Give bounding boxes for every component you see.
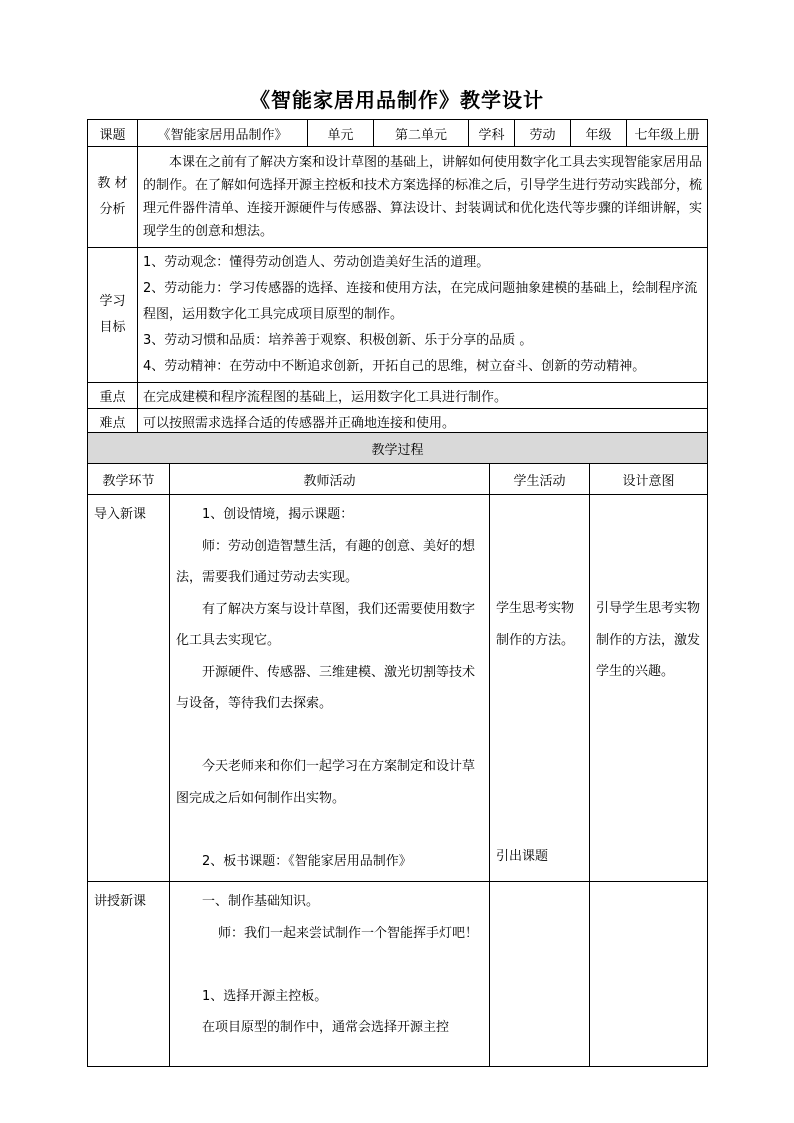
intro-teacher-line: 师：劳动创造智慧生活，有趣的创意、美好的想法，需要我们通过劳动去实现。 bbox=[176, 538, 476, 585]
lesson-info-table bbox=[87, 119, 708, 435]
goal-item: 3、劳动习惯和品质：培养善于观察、积极创新、乐于分享的品质 。 bbox=[143, 333, 533, 348]
intro-student-text-2: 引出课题 bbox=[496, 849, 549, 864]
header-intent: 设计意图 bbox=[590, 464, 708, 495]
analysis-row bbox=[88, 147, 708, 248]
header-student: 学生活动 bbox=[490, 464, 590, 495]
intro-design-intent bbox=[590, 495, 708, 882]
subject-value: 劳动 bbox=[515, 120, 571, 147]
difficulty-row bbox=[88, 409, 708, 435]
grade-value: 七年级上册 bbox=[627, 120, 708, 147]
lecture-teacher-line: 师：我们一起来尝试制作一个智能挥手灯吧！ bbox=[218, 925, 479, 941]
document-title: 《智能家居用品制作》教学设计 bbox=[250, 88, 544, 112]
goals-label: 学习 目标 bbox=[88, 248, 138, 383]
topic-value: 《智能家居用品制作》 bbox=[138, 120, 308, 147]
goal-item: 2、劳动能力：学习传感器的选择、连接和使用方法，在完成问题抽象建模的基础上，绘制程序流程图，运用数字化工具完成项目原型的制作。 bbox=[143, 281, 698, 322]
intro-teacher-line: 1、创设情境，揭示课题： bbox=[202, 507, 354, 522]
intro-teacher-activity bbox=[170, 495, 490, 882]
lecture-teacher-line: 一、制作基础知识。 bbox=[202, 894, 320, 909]
difficulty-label: 难点 bbox=[88, 409, 138, 435]
unit-value: 第二单元 bbox=[374, 120, 469, 147]
unit-label: 单元 bbox=[308, 120, 374, 147]
grade-label: 年级 bbox=[571, 120, 627, 147]
intro-teacher-line: 开源硬件、传感器、三维建模、激光切割等技术与设备，等待我们去探索。 bbox=[176, 664, 476, 711]
header-teacher: 教师活动 bbox=[170, 464, 490, 495]
intro-student-activity bbox=[490, 495, 590, 882]
process-band-row bbox=[88, 433, 708, 464]
topic-label: 课题 bbox=[88, 120, 138, 147]
header-stage: 教学环节 bbox=[88, 464, 170, 495]
key-point-label: 重点 bbox=[88, 383, 138, 409]
subject-label: 学科 bbox=[469, 120, 515, 147]
intro-teacher-line: 今天老师来和你们一起学习在方案制定和设计草图完成之后如何制作出实物。 bbox=[176, 759, 476, 806]
goals-row bbox=[88, 248, 708, 383]
teaching-process-table bbox=[87, 432, 708, 1067]
process-band-title: 教学过程 bbox=[88, 433, 708, 464]
process-header-row bbox=[88, 464, 708, 495]
difficulty-text: 可以按照需求选择合适的传感器并正确地连接和使用。 bbox=[138, 409, 708, 435]
info-row bbox=[88, 120, 708, 147]
lecture-row bbox=[88, 882, 708, 1067]
analysis-label: 教 材 分析 bbox=[88, 147, 138, 248]
intro-student-text: 学生思考实物制作的方法。 bbox=[496, 601, 575, 648]
lecture-design-intent bbox=[590, 882, 708, 1067]
intro-row bbox=[88, 495, 708, 882]
lecture-teacher-line: 在项目原型的制作中，通常会选择开源主控 bbox=[202, 1020, 450, 1035]
intro-stage: 导入新课 bbox=[88, 495, 170, 882]
analysis-text: 本课在之前有了解决方案和设计草图的基础上，讲解如何使用数字化工具去实现智能家居用品的制作。在了解如何选择开源主控板和技术方案选择的标准之后，引导学生进行劳动实践部分，梳理元件器件清单、连接开源硬件与传感器、算法设计、封装调试和优化迭代等步骤的详细讲解，实现学生的创意和想法。 bbox=[138, 147, 708, 248]
key-point-row bbox=[88, 383, 708, 409]
intro-intent-text: 引导学生思考实物制作的方法，激发学生的兴趣。 bbox=[596, 601, 701, 679]
lecture-teacher-line: 1、选择开源主控板。 bbox=[202, 988, 328, 1004]
lecture-teacher-activity bbox=[170, 882, 490, 1067]
lecture-student-activity bbox=[490, 882, 590, 1067]
goals-list bbox=[138, 248, 708, 383]
goal-item: 4、劳动精神：在劳动中不断追求创新，开拓自己的思维，树立奋斗、创新的劳动精神。 bbox=[143, 359, 646, 374]
key-point-text: 在完成建模和程序流程图的基础上，运用数字化工具进行制作。 bbox=[138, 383, 708, 409]
intro-teacher-line: 有了解决方案与设计草图，我们还需要使用数字化工具去实现它。 bbox=[176, 601, 476, 648]
goal-item: 1、劳动观念：懂得劳动创造人、劳动创造美好生活的道理。 bbox=[143, 255, 490, 270]
intro-teacher-line: 2、板书课题：《智能家居用品制作》 bbox=[202, 853, 412, 869]
lecture-stage: 讲授新课 bbox=[88, 882, 170, 1067]
